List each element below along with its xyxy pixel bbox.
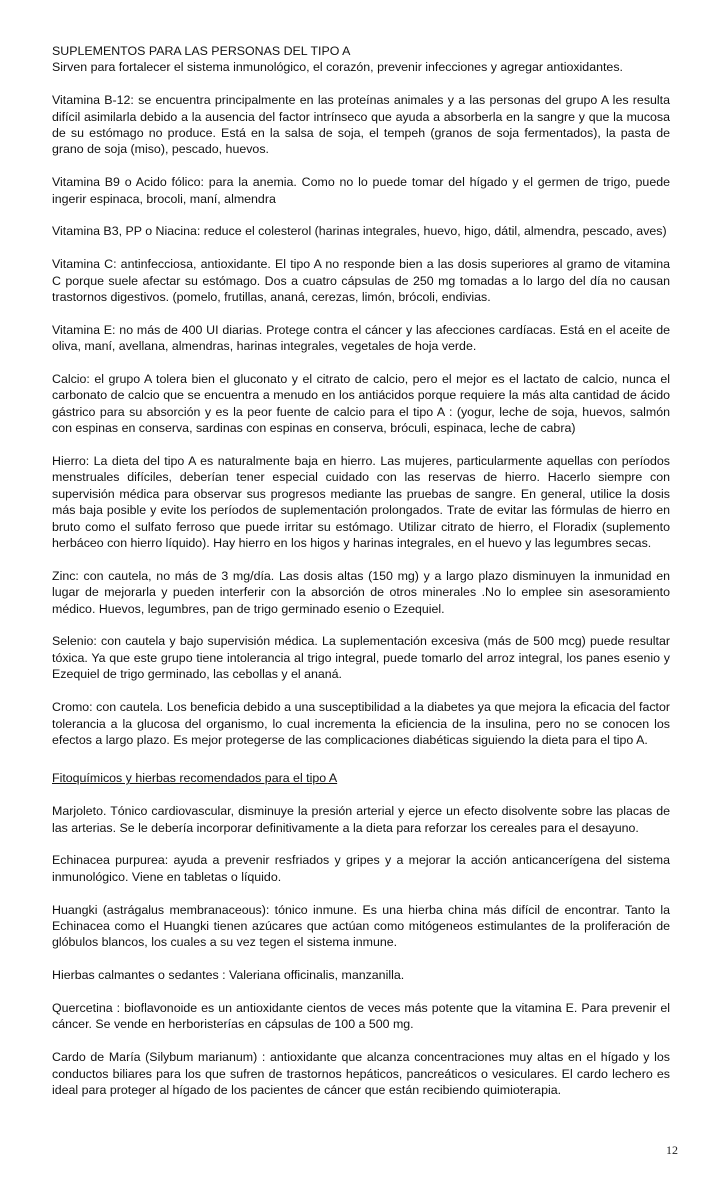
paragraph-calcio: Calcio: el grupo A tolera bien el gluconato y el citrato de calcio, pero el mejor es el lactato de calcio, nunca el carbonato de calcio que se encuentra a menudo en los antiácidos porque requiere la más alta cantidad de ácido gástrico para su absorción y es la peor fuente de calcio para el tipo A : (yogur, leche de soja, huevos, salmón con espinas en conserva, sardinas con espinas en conserva, bróculi, espinaca, leche de cabra) [52,372,670,436]
paragraph-quercetina: Quercetina : bioflavonoide es un antioxidante cientos de veces más potente que la vitamina E. Para prevenir el cáncer. Se vende en herboristerías en cápsulas de 100 a 500 mg. [52,1000,670,1032]
paragraph-hierro: Hierro: La dieta del tipo A es naturalmente baja en hierro. Las mujeres, particularmente aquellas con períodos menstruales difíciles, deberían tener especial cuidado con las reservas de hierro. Hacerlo siempre con supervisión médica para observar sus progresos mediante las pruebas de sangre. En general, utilice la dosis más baja posible y evite los períodos de suplementación prolongados. Trate de evitar las fórmulas de hierro en bruto como el sulfato ferroso que puede irritar su estómago. Utilizar citrato de hierro, el Floradix (suplemento herbáceo con hierro líquido). Hay hierro en los higos y harinas integrales, en el huevo y las legumbres secas. [52,454,670,551]
paragraph-selenio: Selenio: con cautela y bajo supervisión médica. La suplementación excesiva (más de 500 mcg) puede resultar tóxica. Ya que este grupo tiene intolerancia al trigo integral, puede tomarlo del arroz integral, los panes esenio y Ezequiel de trigo germinado, las cebollas y el ananá. [52,634,670,682]
paragraph-vitamina-b9: Vitamina B9 o Acido fólico: para la anemia. Como no lo puede tomar del hígado y el germen de trigo, puede ingerir espinaca, brocoli, maní, almendra [52,175,670,206]
page-number: 12 [666,1143,678,1157]
paragraph-echinacea: Echinacea purpurea: ayuda a prevenir resfriados y gripes y a mejorar la acción anticancerígena del sistema inmunológico. Viene en tabletas o líquido. [52,853,670,884]
document-body [52,43,670,1098]
paragraph-cardo-de-maria: Cardo de María (Silybum marianum) : antioxidante que alcanza concentraciones muy altas en el hígado y los conductos biliares para los que sufren de trastornos hepáticos, pancreáticos o vesiculares. El cardo lechero es ideal para proteger al hígado de los pacientes de cáncer que están recibiendo quimioterapia. [52,1050,670,1097]
paragraph-hierbas-calmantes: Hierbas calmantes o sedantes : Valeriana officinalis, manzanilla. [52,968,405,983]
paragraph-vitamina-e: Vitamina E: no más de 400 UI diarias. Protege contra el cáncer y las afecciones cardíacas. Está en el aceite de oliva, maní, avellana, almendras, harinas integrales, vegetales de hoja verde. [52,322,670,354]
paragraph-vitamina-c: Vitamina C: antinfecciosa, antioxidante. El tipo A no responde bien a las dosis superiores al gramo de vitamina C porque suele afectar su estómago. Dos a cuatro cápsulas de 250 mg tomadas a lo largo del día no causan trastornos digestivos. (pomelo, frutillas, ananá, cerezas, limón, brócoli, endivias. [52,257,670,305]
paragraph-vitamina-b12: Vitamina B-12: se encuentra principalmente en las proteínas animales y a las personas del grupo A les resulta difícil asimilarla debido a la ausencia del factor intrínseco que ayuda a absorberla en la sangre y que la mucosa de su estómago no produce. Está en la salsa de soja, el tempeh (granos de soja fermentados), la pasta de grano de soja (miso), pescado, huevos. [52,93,670,157]
paragraph-marjoleto: Marjoleto. Tónico cardiovascular, disminuye la presión arterial y ejerce un efecto disolvente sobre las placas de las arterias. Se le debería incorporar definitivamente a la dieta para reforzar los cereales para el desayuno. [52,804,670,835]
paragraph-zinc: Zinc: con cautela, no más de 3 mg/día. Las dosis altas (150 mg) y a largo plazo disminuyen la inmunidad en lugar de mejorarla y pueden interferir con la absorción de otros minerales .No lo emplee sin asesoramiento médico. Huevos, legumbres, pan de trigo germinado esenio o Ezequiel. [52,568,670,616]
paragraph-huangki: Huangki (astrágalus membranaceous): tónico inmune. Es una hierba china más difícil de encontrar. Tanto la Echinacea como el Huangki tienen azúcares que actúan como mitógeneos estimulantes de la proliferación de glóbulos blancos, los cuales a su vez tegen el sistema inmune. [52,902,670,950]
intro-paragraph: Sirven para fortalecer el sistema inmunológico, el corazón, prevenir infecciones y agregar antioxidantes. [52,60,623,75]
section-heading-fitoquimicos: Fitoquímicos y hierbas recomendados para el tipo A [52,771,338,786]
section-title: SUPLEMENTOS PARA LAS PERSONAS DEL TIPO A [52,44,351,58]
paragraph-vitamina-b3: Vitamina B3, PP o Niacina: reduce el colesterol (harinas integrales, huevo, higo, dátil, almendra, pescado, aves) [52,224,667,239]
paragraph-cromo: Cromo: con cautela. Los beneficia debido a una susceptibilidad a la diabetes ya que mejora la eficacia del factor tolerancia a la glucosa del organismo, lo cual incrementa la eficiencia de la insulina, pero no se conocen los efectos a largo plazo. Es mejor protegerse de las complicaciones diabéticas siguiendo la dieta para el tipo A. [52,700,670,747]
